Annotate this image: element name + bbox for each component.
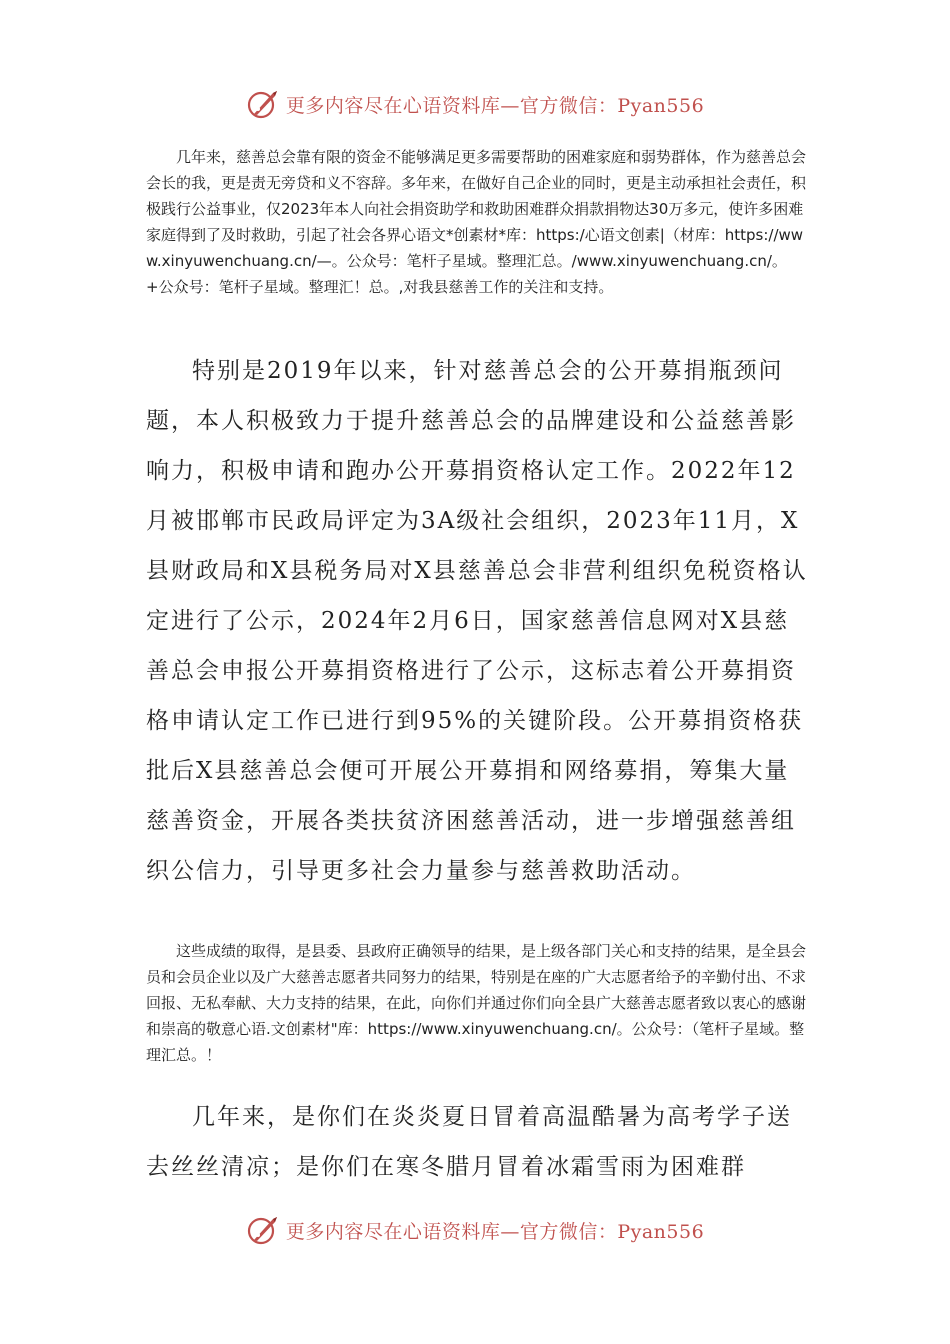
paragraph-3 — [146, 938, 808, 1068]
paragraph-1-text: 几年来，慈善总会靠有限的资金不能够满足更多需要帮助的困难家庭和弱势群体，作为慈善总会会长的我，更是责无旁贷和义不容辞。多年来，在做好自己企业的同时，更是主动承担社会责任，积极践行公益事业，仅2023年本人向社会捐资助学和救助困难群众捐款捐物达30万多元，使许多困难家庭得到了及时救助，引起了社会各界心语文*创素材*库：https:/心语文创素|（材库：https://www.xinyuwenchuang.cn/—。公众号：笔杆子星域。整理汇总。/www.xinyuwenchuang.cn/。+公众号：笔杆子星域。整理汇！总。,对我县慈善工作的关注和支持。 — [146, 148, 807, 296]
pen-feather-logo-icon — [246, 87, 280, 121]
paragraph-3-text: 这些成绩的取得，是县委、县政府正确领导的结果，是上级各部门关心和支持的结果，是全县会员和会员企业以及广大慈善志愿者共同努力的结果，特别是在座的广大志愿者给予的辛勤付出、不求回报、无私奉献、大力支持的结果，在此，向你们并通过你们向全县广大慈善志愿者致以衷心的感谢和崇高的敬意心语.文创素材"库：https://www.xinyuwenchuang.cn/。公众号：（笔杆子星域。整理汇总。！ — [146, 942, 807, 1064]
paragraph-4-text: 几年来，是你们在炎炎夏日冒着高温酷暑为高考学子送去丝丝清凉；是你们在寒冬腊月冒着冰霜雪雨为困难群 — [146, 1104, 792, 1180]
pen-feather-logo-icon — [246, 1213, 280, 1247]
footer-banner — [0, 1210, 950, 1250]
paragraph-1 — [146, 144, 808, 300]
header-banner — [0, 84, 950, 124]
paragraph-4 — [146, 1092, 808, 1192]
footer-banner-text: 更多内容尽在心语资料库—官方微信：Pyan556 — [285, 1220, 705, 1243]
paragraph-2 — [146, 346, 808, 896]
header-banner-text: 更多内容尽在心语资料库—官方微信：Pyan556 — [285, 94, 705, 117]
paragraph-2-text: 特别是2019年以来，针对慈善总会的公开募捐瓶颈问题，本人积极致力于提升慈善总会的品牌建设和公益慈善影响力，积极申请和跑办公开募捐资格认定工作。2022年12月被邯郸市民政局评定为3A级社会组织，2023年11月，X县财政局和X县税务局对X县慈善总会非营利组织免税资格认定进行了公示，2024年2月6日，国家慈善信息网对X县慈善总会申报公开募捐资格进行了公示，这标志着公开募捐资格申请认定工作已进行到95%的关键阶段。公开募捐资格获批后X县慈善总会便可开展公开募捐和网络募捐，筹集大量慈善资金，开展各类扶贫济困慈善活动，进一步增强慈善组织公信力，引导更多社会力量参与慈善救助活动。 — [146, 358, 808, 884]
